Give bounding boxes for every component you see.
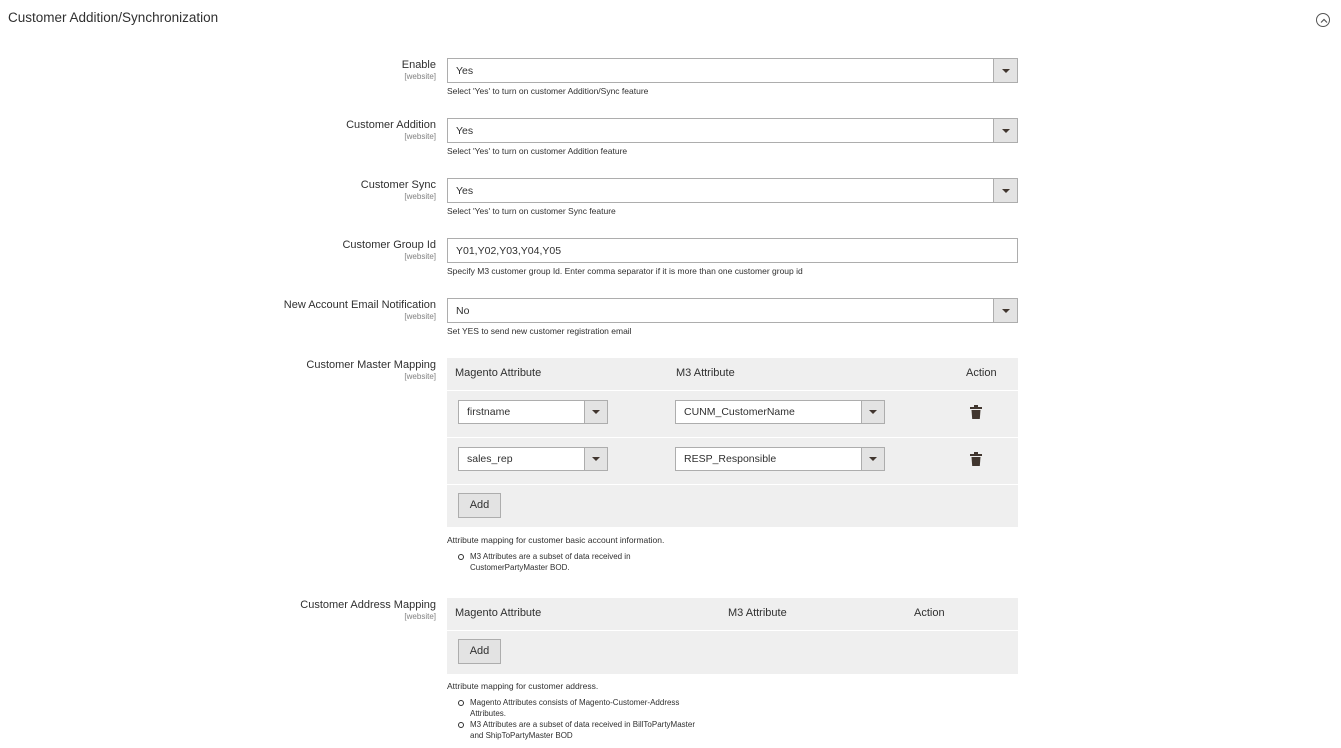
customer-master-mapping-grid <box>447 358 1018 527</box>
customer-group-id-note: Specify M3 customer group Id. Enter comma separator if it is more than one customer group id <box>447 266 803 276</box>
chevron-up-icon <box>1319 16 1329 26</box>
magento-attribute-select[interactable]: firstname <box>458 400 608 424</box>
section-title: Customer Addition/Synchronization <box>8 10 219 25</box>
customer-sync-select[interactable]: Yes <box>447 178 1018 203</box>
column-header-m3-attribute: M3 Attribute <box>728 607 787 619</box>
customer-sync-note: Select 'Yes' to turn on customer Sync feature <box>447 206 616 216</box>
new-account-email-select[interactable]: No <box>447 298 1018 323</box>
column-header-magento-attribute: Magento Attribute <box>455 367 542 379</box>
new-account-email-note: Set YES to send new customer registration email <box>447 326 632 336</box>
address-mapping-bullets <box>470 697 705 741</box>
collapse-section-button[interactable] <box>1316 13 1330 27</box>
customer-addition-select[interactable]: Yes <box>447 118 1018 143</box>
address-mapping-note: Attribute mapping for customer address. <box>447 681 599 691</box>
dropdown-arrow-icon <box>993 299 1017 322</box>
dropdown-arrow-icon <box>993 179 1017 202</box>
customer-address-mapping-grid <box>447 598 1018 674</box>
customer-master-mapping-label: Customer Master Mapping [website] <box>306 359 436 381</box>
add-address-mapping-button[interactable]: Add <box>458 639 501 664</box>
column-header-magento-attribute: Magento Attribute <box>455 607 542 619</box>
customer-addition-note: Select 'Yes' to turn on customer Addition feature <box>447 146 628 156</box>
column-header-action: Action <box>914 607 945 619</box>
trash-icon[interactable] <box>970 452 982 466</box>
dropdown-arrow-icon <box>584 401 607 423</box>
customer-address-mapping-label: Customer Address Mapping [website] <box>300 599 436 621</box>
m3-attribute-select[interactable]: CUNM_CustomerName <box>675 400 885 424</box>
dropdown-arrow-icon <box>584 448 607 470</box>
add-master-mapping-button[interactable]: Add <box>458 493 501 518</box>
trash-icon[interactable] <box>970 405 982 419</box>
customer-group-id-input[interactable] <box>447 238 1018 263</box>
master-mapping-bullets <box>470 551 705 573</box>
list-item: Magento Attributes consists of Magento-Customer-Address Attributes. <box>470 697 705 719</box>
dropdown-arrow-icon <box>993 59 1017 82</box>
master-mapping-note: Attribute mapping for customer basic account information. <box>447 535 665 545</box>
enable-note: Select 'Yes' to turn on customer Addition/Sync feature <box>447 86 649 96</box>
dropdown-arrow-icon <box>993 119 1017 142</box>
column-header-action: Action <box>966 367 997 379</box>
column-header-m3-attribute: M3 Attribute <box>676 367 735 379</box>
customer-addition-label: Customer Addition [website] <box>346 119 436 141</box>
enable-label: Enable [website] <box>401 59 436 81</box>
customer-sync-label: Customer Sync [website] <box>360 179 436 201</box>
list-item: M3 Attributes are a subset of data received in CustomerPartyMaster BOD. <box>470 551 705 573</box>
list-item: M3 Attributes are a subset of data received in BillToPartyMaster and ShipToPartyMaster BOD <box>470 719 705 741</box>
new-account-email-label: New Account Email Notification [website] <box>283 299 436 321</box>
customer-group-id-label: Customer Group Id [website] <box>342 239 436 261</box>
magento-attribute-select[interactable]: sales_rep <box>458 447 608 471</box>
dropdown-arrow-icon <box>861 401 884 423</box>
enable-select[interactable]: Yes <box>447 58 1018 83</box>
m3-attribute-select[interactable]: RESP_Responsible <box>675 447 885 471</box>
dropdown-arrow-icon <box>861 448 884 470</box>
